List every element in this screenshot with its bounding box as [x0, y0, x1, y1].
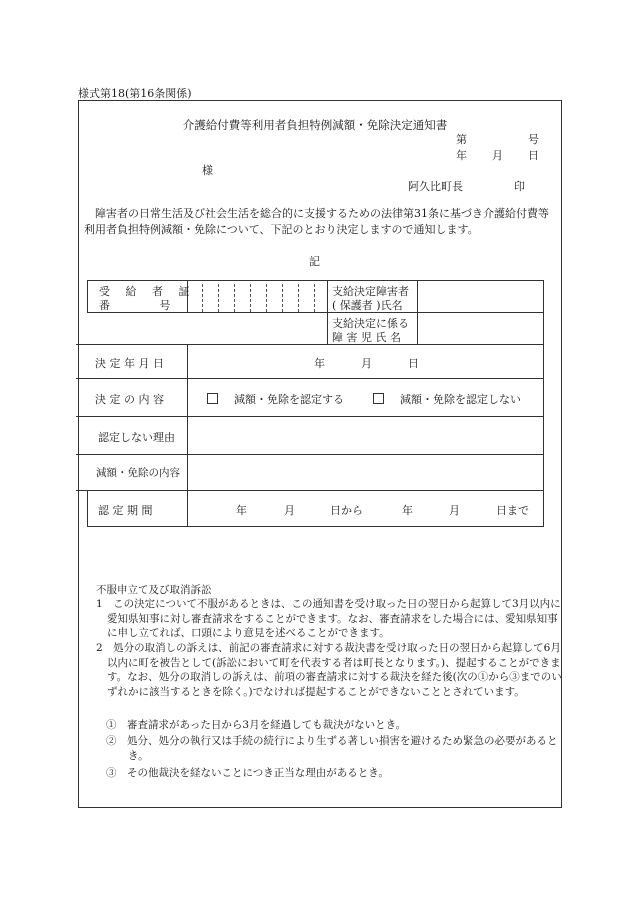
approve-checkbox[interactable] — [207, 393, 218, 404]
issuer-name: 阿久比町長 — [408, 180, 463, 193]
seal-mark: 印 — [514, 180, 525, 193]
deny-reason-label: 認定しない理由 — [98, 431, 175, 444]
decision-month: 月 — [361, 357, 372, 370]
document-title: 介護給付費等利用者負担特例減額・免除決定通知書 — [182, 118, 448, 132]
ki-label: 記 — [309, 255, 320, 268]
period-from: 日から — [330, 504, 363, 517]
option-deny[interactable] — [373, 391, 521, 407]
note-sub-3: ③ その他裁決を経ないことにつき正当な理由があるとき。 — [106, 767, 389, 779]
deny-label: 減額・免除を認定しない — [400, 393, 521, 406]
option-approve[interactable] — [207, 391, 344, 407]
period-month-2: 月 — [449, 504, 460, 517]
dai-label: 第 — [456, 133, 467, 146]
period-year-1: 年 — [236, 504, 247, 517]
note-sub-1: ① 審査請求があった日から3月を経過しても裁決がないとき。 — [106, 719, 407, 731]
child-name-label: 支給決定に係る — [332, 317, 409, 330]
issue-day: 日 — [528, 149, 539, 162]
go-label: 号 — [528, 133, 539, 146]
reduction-content-label: 減額・免除の内容 — [96, 467, 180, 479]
notes-heading: 不服申立て及び取消訴訟 — [96, 584, 212, 596]
form-number: 様式第18(第16条関係) — [78, 87, 192, 100]
approve-label: 減額・免除を認定する — [234, 393, 344, 406]
issue-year: 年 — [456, 149, 467, 162]
note-item-2: 2 処分の取消しの訴えは、前記の審査請求に対する裁決書を受け取った日の翌日から起算して6月以内に町を被告として(訴訟において町を代表する者は町長となります。)、提起することができます。なお、処分の取消しの訴えは、前項の審査請求に対する裁決を経た後(次の①から③までのいずれかに該当するときを除く。)でなければ提起することができないこととされています。 — [96, 642, 562, 698]
period-year-2: 年 — [402, 504, 413, 517]
recipient-no-label-2: 番 号 — [99, 299, 171, 312]
period-to: 日まで — [496, 504, 529, 517]
decision-day: 日 — [408, 357, 419, 370]
addressee-sama: 様 — [202, 164, 213, 177]
decision-content-label: 決 定 の 内 容 — [95, 393, 164, 406]
note-item-1: 1 この決定について不服があるときは、この通知書を受け取った日の翌日から起算して3月以内に愛知県知事に対し審査請求をすることができます。なお、審査請求をした場合には、愛知県知事に申し立てれば、口頭により意見を述べることができます。 — [96, 598, 561, 639]
decision-year: 年 — [314, 357, 325, 370]
notice-body: 障害者の日常生活及び社会生活を総合的に支援するための法律第31条に基づき介護給付費等利用者負担特例減額・免除について、下記のとおり決定しますので通知します。 — [84, 207, 549, 236]
person-name-label: 支給決定障害者 — [332, 285, 409, 298]
period-label: 認 定 期 間 — [98, 504, 153, 517]
decision-date-label: 決 定 年 月 日 — [95, 357, 164, 370]
deny-checkbox[interactable] — [373, 393, 384, 404]
period-month-1: 月 — [284, 504, 295, 517]
person-name-label-2: ( 保護者 )氏名 — [332, 299, 403, 312]
note-sub-2: ② 処分、処分の執行又は手続の続行により生ずる著しい損害を避けるため緊急の必要があるとき。 — [106, 735, 558, 762]
child-name-label-2: 障 害 児 氏 名 — [332, 331, 401, 344]
recipient-no-label: 受 給 者 証 — [99, 285, 196, 298]
issue-month: 月 — [492, 149, 503, 162]
